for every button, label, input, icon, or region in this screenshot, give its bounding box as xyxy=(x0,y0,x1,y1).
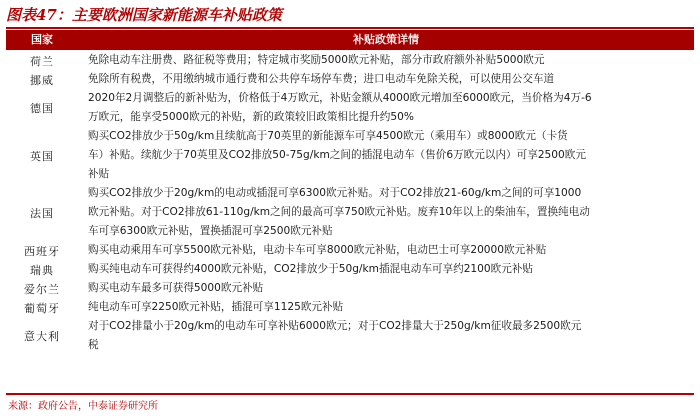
source-note: 来源：政府公告，中泰证券研究所 xyxy=(8,401,158,412)
row-country: 瑞典 xyxy=(30,263,54,277)
table-row xyxy=(6,279,694,298)
row-country: 挪威 xyxy=(30,73,54,87)
header-country: 国家 xyxy=(31,33,53,46)
row-detail: 免除所有税费，不用缴纳城市通行费和公共停车场停车费；进口电动车免除关税，可以使用公交车道 xyxy=(88,73,555,85)
row-country: 爱尔兰 xyxy=(24,282,60,296)
row-detail: 购买电动乘用车可享5500欧元补贴，电动卡车可享8000欧元补贴，电动巴士可享20000欧元补贴 xyxy=(88,244,547,256)
table-row xyxy=(6,70,694,89)
table-row xyxy=(6,298,694,317)
row-detail: 购买CO2排放少于50g/km且续航高于70英里的新能源车可享4500欧元（乘用车）或8000欧元（卡货 车）补贴。续航少于70英里及CO2排放50-75g/km之间的插混电动车（售价6万欧元以内）可享2500欧元 补贴 xyxy=(88,130,586,180)
row-detail: 对于CO2排量小于20g/km的电动车可享补贴6000欧元；对于CO2排量大于250g/km征收最多2500欧元 税 xyxy=(88,320,582,351)
row-detail: 购买电动车最多可获得5000欧元补贴 xyxy=(88,282,264,294)
row-country: 英国 xyxy=(30,149,54,163)
title-bar xyxy=(6,3,694,29)
table-row xyxy=(6,260,694,279)
table-header xyxy=(6,30,694,50)
row-detail: 免除电动车注册费、路征税等费用；特定城市奖励5000欧元补贴，部分市政府额外补贴5000欧元 xyxy=(88,54,545,66)
row-detail: 纯电动车可享2250欧元补贴，插混可享1125欧元补贴 xyxy=(88,301,344,313)
table-row xyxy=(6,241,694,260)
row-country: 意大利 xyxy=(24,330,60,343)
figure-title: 图表47：主要欧洲国家新能源车补贴政策 xyxy=(6,6,282,24)
row-country: 法国 xyxy=(30,206,54,220)
policy-table-body xyxy=(6,51,694,355)
row-country: 西班牙 xyxy=(24,244,60,258)
row-detail: 购买CO2排放少于20g/km的电动或插混可享6300欧元补贴。对于CO2排放21-60g/km之间的可享1000 欧元补贴。对于CO2排放61-110g/km之间的最高可享750欧元补贴。废弃10年以上的柴油车，置换纯电动 车可享6300欧元补贴，置换插混可享2500欧元补贴 xyxy=(88,187,590,237)
header-detail: 补贴政策详情 xyxy=(353,33,419,46)
table-row xyxy=(6,89,694,127)
row-country: 德国 xyxy=(30,102,54,115)
row-detail: 购买纯电动车可获得约4000欧元补贴，CO2排放少于50g/km插混电动车可享约2100欧元补贴 xyxy=(88,263,534,275)
row-country: 荷兰 xyxy=(30,54,54,68)
table-row xyxy=(6,127,694,184)
table-row xyxy=(6,51,694,70)
table-row xyxy=(6,184,694,241)
table-row xyxy=(6,317,694,355)
row-detail: 2020年2月调整后的新补贴为，价格低于4万欧元，补贴金额从4000欧元增加至6000欧元，当价格为4万-6 万欧元，能享受5000欧元的补贴，新的政策较旧政策相比提升约50% xyxy=(88,92,592,123)
row-country: 葡萄牙 xyxy=(24,301,60,315)
footer-divider xyxy=(6,393,694,395)
